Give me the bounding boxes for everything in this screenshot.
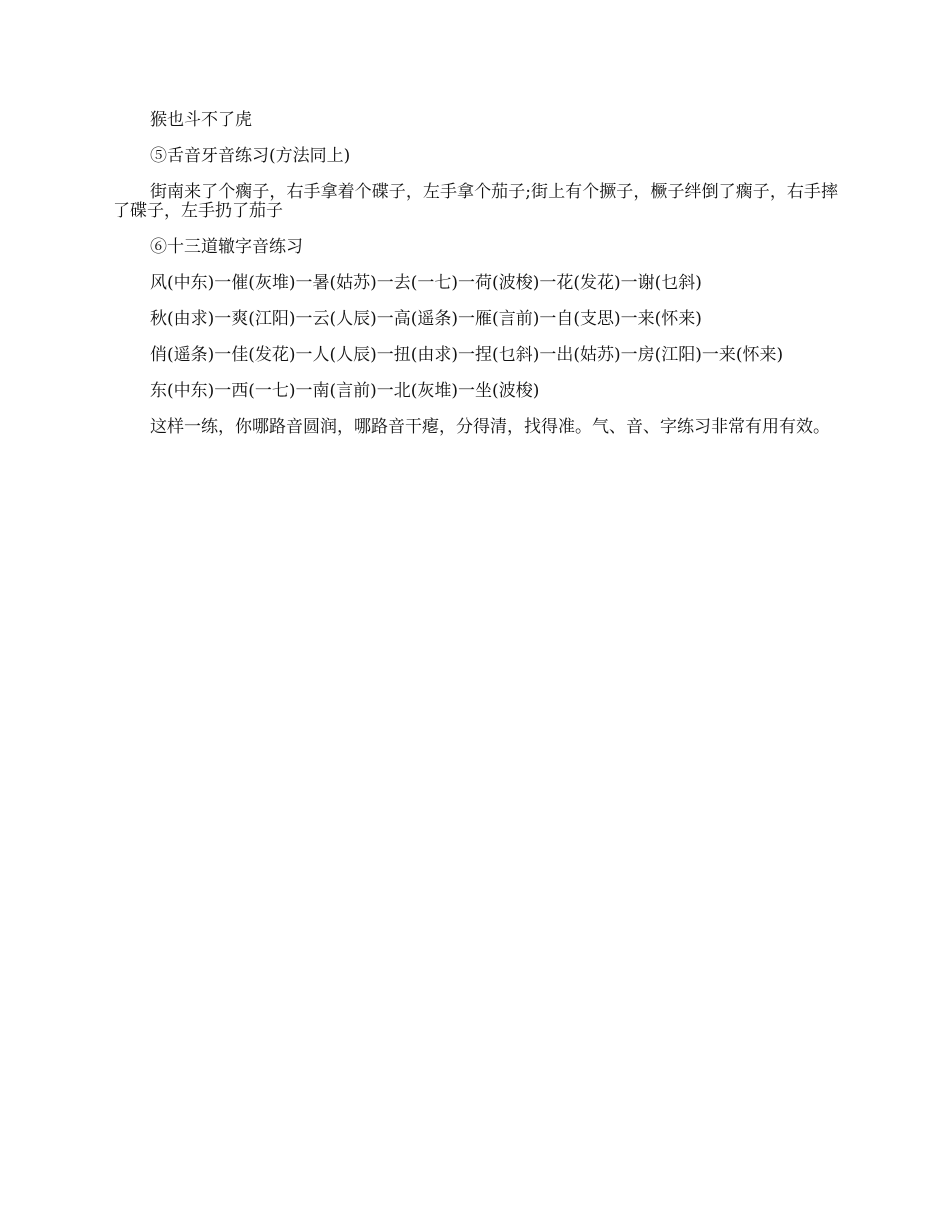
rhyme-line-3: 俏(遥条)一佳(发花)一人(人辰)一扭(由求)一捏(乜斜)一出(姑苏)一房(江阳)一来(怀来) (150, 345, 784, 365)
rhyme-line-4: 东(中东)一西(一七)一南(言前)一北(灰堆)一坐(波梭) (150, 381, 540, 401)
paragraph-tongue-twister: 街南来了个瘸子，右手拿着个碟子，左手拿个茄子;街上有个撅子，橛子绊倒了瘸子，右手摔了碟子，左手扔了茄子 (113, 182, 838, 221)
paragraph-conclusion: 这样一练，你哪路音圆润，哪路音干瘪，分得清，找得准。气、音、字练习非常有用有效。 (150, 417, 830, 437)
rhyme-line-2: 秋(由求)一爽(江阳)一云(人辰)一高(遥条)一雁(言前)一自(支思)一来(怀来) (150, 309, 702, 329)
paragraph-monkey-tiger: 猴也斗不了虎 (150, 110, 252, 130)
rhyme-line-1: 风(中东)一催(灰堆)一暑(姑苏)一去(一七)一荷(波梭)一花(发花)一谢(乜斜) (150, 273, 702, 293)
heading-thirteen-rhymes-practice: ⑥十三道辙字音练习 (150, 237, 303, 257)
document-body (113, 111, 838, 454)
heading-tongue-tooth-practice: ⑤舌音牙音练习(方法同上) (150, 146, 351, 166)
